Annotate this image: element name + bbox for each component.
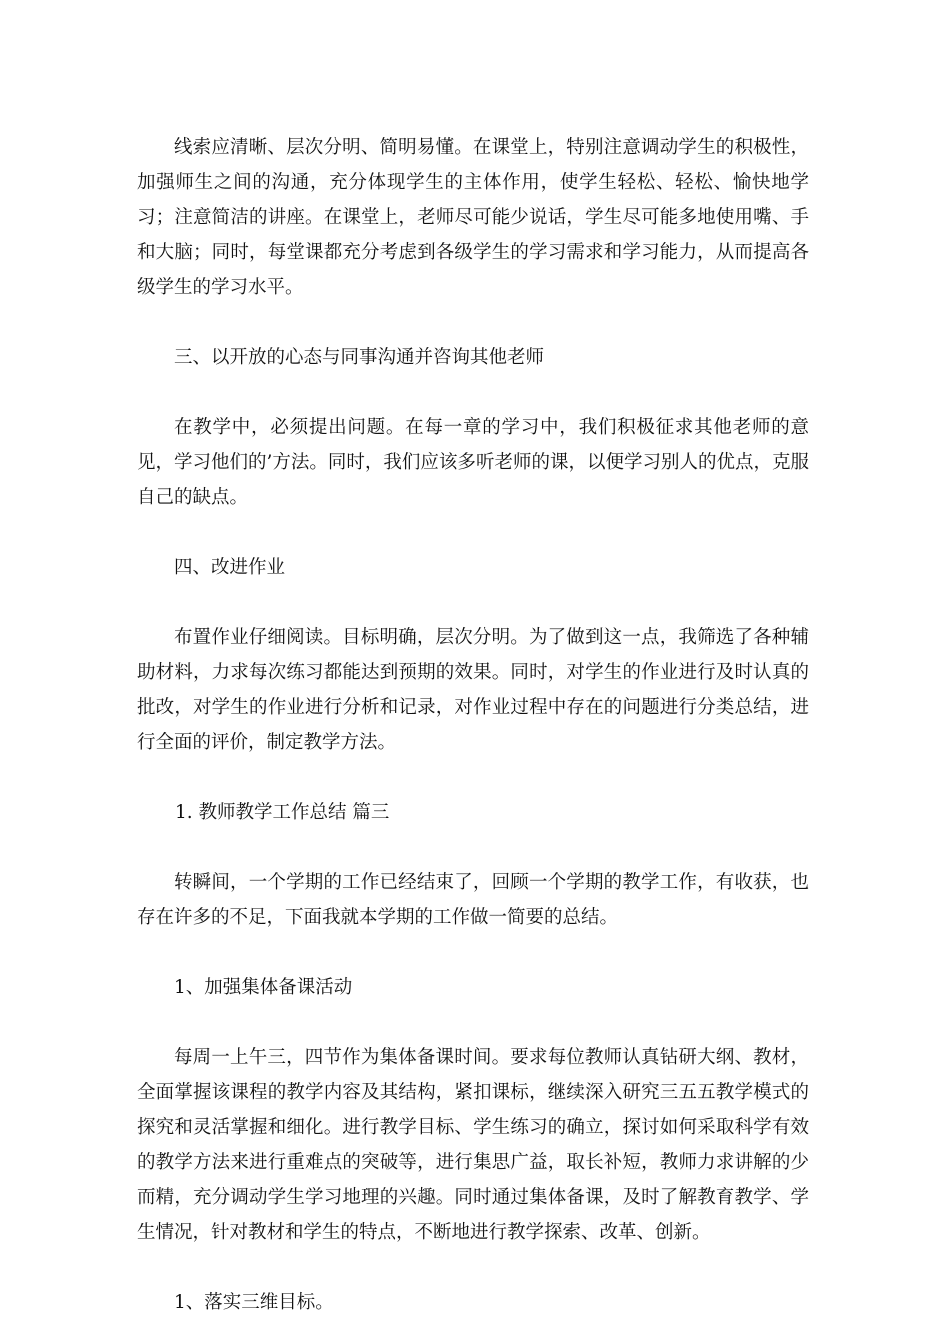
paragraph-gap [137,305,809,340]
heading-communicate-colleagues: 三、以开放的心态与同事沟通并咨询其他老师 [174,347,545,368]
paragraph-classroom-teaching: 线索应清晰、层次分明、简明易懂。在课堂上，特别注意调动学生的积极性，加强师生之间的沟通，充分体现学生的主体作用，使学生轻松、轻松、愉快地学习；注意简洁的讲座。在课堂上，老师尽可能少说话，学生尽可能多地使用嘴、手和大脑；同时，每堂课都充分考虑到各级学生的学习需求和学习能力，从而提高各级学生的学习水平。 [137,137,809,298]
paragraph-lesson-prep: 每周一上午三，四节作为集体备课时间。要求每位教师认真钻研大纲、教材，全面掌握该课程的教学内容及其结构，紧扣课标，继续深入研究三五五教学模式的探究和灵活掌握和细化。进行教学目标、学生练习的确立，探讨如何采取科学有效的教学方法来进行重难点的突破等，进行集思广益，取长补短，教师力求讲解的少而精，充分调动学生学习地理的兴趣。同时通过集体备课，及时了解教育教学、学生情况，针对教材和学生的特点，不断地进行教学探索、改革、创新。 [137,1047,809,1243]
paragraph-gap [137,585,809,620]
paragraph-gap [137,760,809,795]
paragraph-homework: 布置作业仔细阅读。目标明确，层次分明。为了做到这一点，我筛选了各种辅助材料，力求每次练习都能达到预期的效果。同时，对学生的作业进行及时认真的批改，对学生的作业进行分析和记录，对作业过程中存在的问题进行分类总结，进行全面的评价，制定教学方法。 [137,627,809,753]
paragraph-gap [137,830,809,865]
paragraph-gap [137,1250,809,1285]
section-title-part-three: 1. 教师教学工作总结 篇三 [175,802,390,823]
paragraph-gap [137,375,809,410]
heading-three-dimensional-goals: 1、落实三维目标。 [174,1292,334,1313]
paragraph-ask-questions: 在教学中，必须提出问题。在每一章的学习中，我们积极征求其他老师的意见，学习他们的’方法。同时，我们应该多听老师的课，以便学习别人的优点，克服自己的缺点。 [137,417,809,508]
heading-collective-lesson-prep: 1、加强集体备课活动 [174,977,353,998]
paragraph-semester-review: 转瞬间，一个学期的工作已经结束了，回顾一个学期的教学工作，有收获，也存在许多的不足，下面我就本学期的工作做一简要的总结。 [137,872,809,928]
paragraph-gap [137,935,809,970]
paragraph-gap [137,515,809,550]
heading-improve-homework: 四、改进作业 [174,557,286,578]
document-body [137,130,809,1320]
paragraph-gap [137,1005,809,1040]
